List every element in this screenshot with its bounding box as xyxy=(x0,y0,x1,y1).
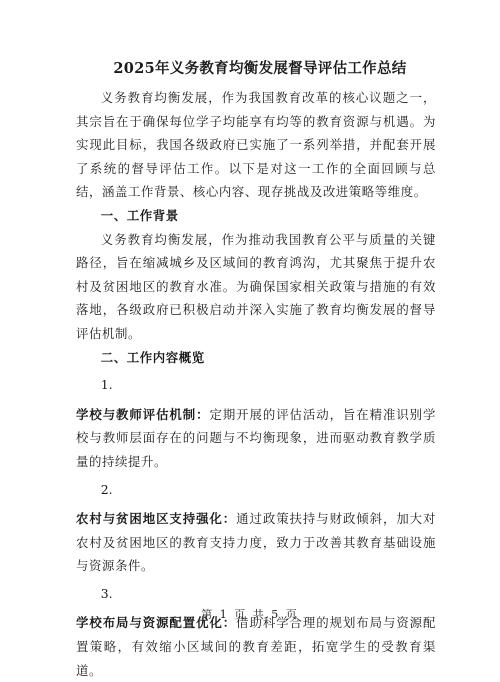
background-paragraph: 义务教育均衡发展，作为推动我国教育公平与质量的关键路径，旨在缩减城乡及区域间的教育鸿沟，尤其聚焦于提升农村及贫困地区的教育水准。为确保国家相关政策与措施的有效落地，各级政府已积极启动并深入实施了教育均衡发展的督导评估机制。 xyxy=(76,231,436,341)
page-number-footer: 第 1 页 共 5 页 xyxy=(201,608,299,621)
item-label: 农村与贫困地区支持强化： xyxy=(76,511,237,527)
item-number-3: 3. xyxy=(100,585,113,601)
item-number-2: 2. xyxy=(100,481,113,497)
item-text: 定期开展的评估活动，旨在精准识别学校与教师层面存在的问题与不均衡现象，进而驱动教育教学质量的持续提升。 xyxy=(76,406,437,469)
item-label: 学校布局与资源配置优化： xyxy=(76,615,237,631)
document-title: 2025年义务教育均衡发展督导评估工作总结 xyxy=(113,60,407,77)
item-text: 借助科学合理的规划布局与资源配置策略，有效缩小区域间的教育差距，拓宽学生的受教育渠道。 xyxy=(76,615,437,678)
list-item-rural-support xyxy=(76,507,436,578)
intro-paragraph: 义务教育均衡发展，作为我国教育改革的核心议题之一，其宗旨在于确保每位学子均能享有均等的教育资源与机遇。为实现此目标，我国各级政府已实施了一系列举措，并配套开展了系统的督导评估工作。以下是对这一工作的全面回顾与总结，涵盖工作背景、核心内容、现存挑战及改进策略等维度。 xyxy=(76,90,436,200)
item-label: 学校与教师评估机制： xyxy=(76,406,210,422)
item-number-1: 1. xyxy=(100,377,113,393)
item-text: 通过政策扶持与财政倾斜，加大对农村及贫困地区的教育支持力度，致力于改善其教育基础设施与资源条件。 xyxy=(76,511,437,574)
list-item-teacher-evaluation xyxy=(76,403,436,474)
section-heading-overview: 二、工作内容概览 xyxy=(100,349,205,365)
section-heading-background: 一、工作背景 xyxy=(100,207,179,223)
